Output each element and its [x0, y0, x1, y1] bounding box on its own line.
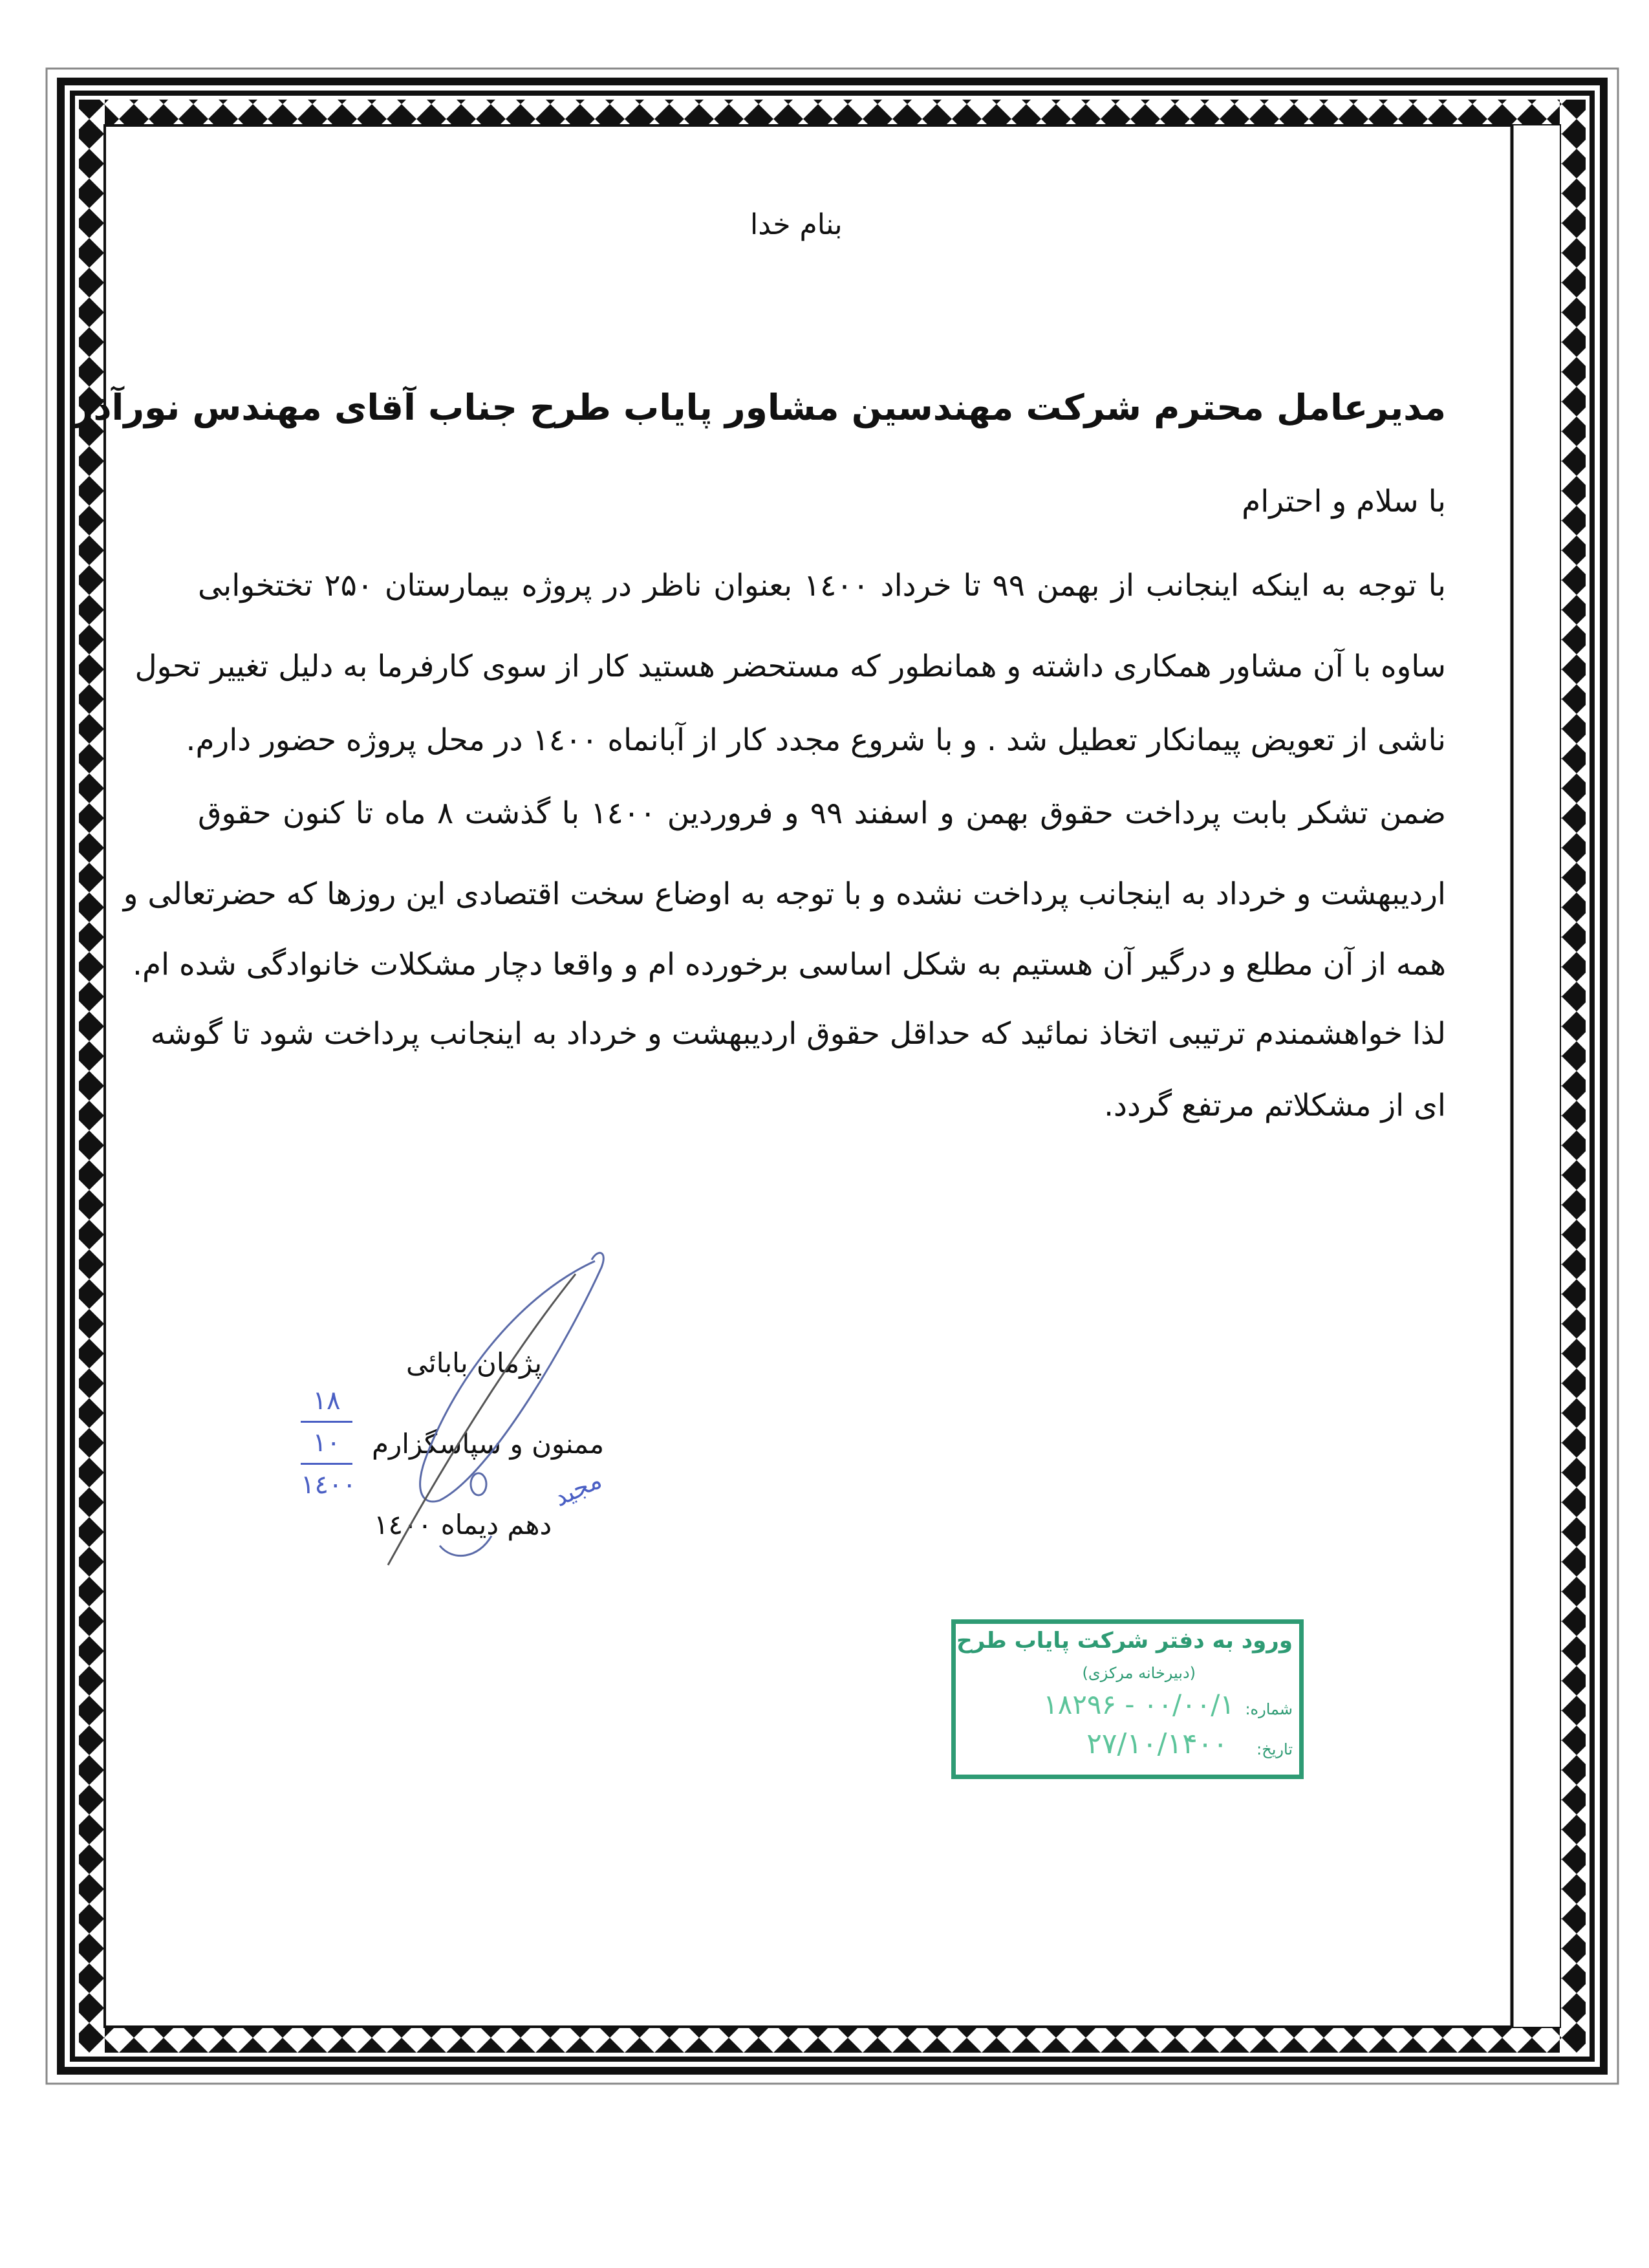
body-line: ای از مشکلاتم مرتفع گردد.: [1104, 1088, 1446, 1123]
closing: ممنون و سپاسگزارم: [372, 1428, 605, 1460]
letter-date: دهم دیماه ۱٤۰۰: [374, 1509, 552, 1540]
margin-note-year: ۱٤۰۰: [301, 1470, 356, 1500]
body-line: ناشی از تعویض پیمانکار تعطیل شد . و با شروع مجدد کار از آبانماه ۱٤۰۰ در محل پروژه حضور دارم.: [186, 722, 1446, 758]
body-line: ساوه با آن مشاور همکاری داشته و همانطور که مستحضر هستید کار از سوی کارفرما به دلیل تغییر تحول: [135, 649, 1446, 684]
signature: [362, 1242, 621, 1578]
body-line: ضمن تشکر بابت پرداخت حقوق بهمن و اسفند ۹۹ و فروردین ۱٤۰۰ با گذشت ۸ ماه تا کنون حقوق: [198, 795, 1446, 831]
margin-note-day: ۱۸: [301, 1381, 352, 1423]
body-line: همه از آن مطلع و درگیر آن هستیم به شکل اساسی برخورده ام و واقعا دچار مشکلات خانوادگی شده ام.: [133, 947, 1446, 982]
margin-note-date: [301, 1381, 356, 1505]
greeting: با سلام و احترام: [1242, 484, 1446, 519]
signer-name: پژمان بابائی: [406, 1347, 543, 1379]
stamp-date-label: تاریخ:: [1256, 1740, 1293, 1758]
body-line: با توجه به اینکه اینجانب از بهمن ۹۹ تا خرداد ۱٤۰۰ بعنوان ناظر در پروژه بیمارستان ۲۵۰ تختخوابی: [198, 568, 1447, 603]
addressee-heading: مدیرعامل محترم شرکت مهندسین مشاور پایاب طرح جناب آقای مهندس نورآذر: [72, 387, 1446, 428]
stamp-subtitle: (دبیرخانه مرکزی): [1082, 1664, 1196, 1682]
receipt-stamp: [951, 1619, 1304, 1779]
margin-note-month: ۱۰: [301, 1423, 352, 1465]
handwritten-initial: مجید: [549, 1465, 607, 1513]
invocation: بنام خدا: [750, 208, 843, 241]
stamp-number-value: ۱۸۲۹۶ - ۰۰/۰۰/۱: [1043, 1689, 1234, 1720]
stamp-date-value: ۲۷/۱۰/۱۴۰۰: [1086, 1727, 1228, 1760]
stamp-title: ورود به دفتر شرکت پایاب طرح: [956, 1628, 1293, 1654]
body-line: لذا خواهشمندم ترتیبی اتخاذ نمائید که حداقل حقوق اردیبهشت و خرداد به اینجانب پرداخت شود تا گوشه: [150, 1016, 1446, 1052]
body-line: اردیبهشت و خرداد به اینجانب پرداخت نشده و با توجه به اوضاع سخت اقتصادی این روزها که حضرتعالی و: [123, 876, 1446, 912]
stamp-number-label: شماره:: [1245, 1700, 1293, 1718]
